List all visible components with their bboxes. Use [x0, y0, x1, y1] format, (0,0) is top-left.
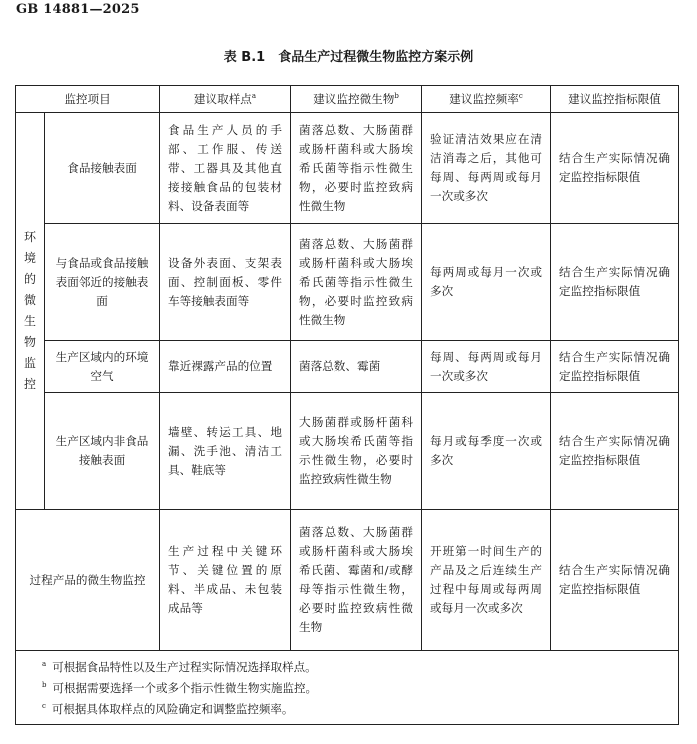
frequency-cell: 每周、每两周或每月一次或多次: [422, 341, 551, 393]
table-row: [16, 393, 679, 510]
limit-cell: 结合生产实际情况确定监控指标限值: [551, 341, 679, 393]
standard-number: GB 14881—2025: [16, 2, 140, 17]
column-header: 监控项目: [16, 86, 160, 113]
frequency-cell: 验证清洁效果应在清洁消毒之后，其他可每周、每两周或每月一次或多次: [422, 113, 551, 224]
limit-cell: 结合生产实际情况确定监控指标限值: [551, 510, 679, 651]
footnote-marker: b: [394, 91, 399, 100]
footnote-text: 可根据食品特性以及生产过程实际情况选择取样点。: [52, 660, 317, 674]
item-cell: 与食品或食品接触表面邻近的接触表面: [45, 224, 160, 341]
table-row: [16, 224, 679, 341]
group-label-cell: [16, 113, 45, 510]
footnote-marker: b: [42, 681, 47, 690]
sample-cell: 设备外表面、支架表面、控制面板、零件车等接触表面等: [160, 224, 291, 341]
limit-cell: 结合生产实际情况确定监控指标限值: [551, 393, 679, 510]
table-row: [16, 113, 679, 224]
sample-cell: 食品生产人员的手部、工作服、传送带、工器具及其他直接接触食品的包装材料、设备表面等: [160, 113, 291, 224]
footnote: [42, 657, 668, 678]
sample-cell: 墙壁、转运工具、地漏、洗手池、清洁工具、鞋底等: [160, 393, 291, 510]
microbe-cell: 菌落总数、霉菌: [291, 341, 422, 393]
table-title: 表 B.1 食品生产过程微生物监控方案示例: [223, 50, 474, 65]
column-header: 建议监控微生物$^b$: [291, 86, 422, 113]
footnote-marker: a: [42, 660, 47, 669]
sample-cell: 靠近裸露产品的位置: [160, 341, 291, 393]
microbe-cell: 大肠菌群或肠杆菌科或大肠埃希氏菌等指示性微生物，必要时监控致病性微生物: [291, 393, 422, 510]
sample-cell: 生产过程中关键环节、关键位置的原料、半成品、未包装成品等: [160, 510, 291, 651]
item-cell: 生产区域内非食品接触表面: [45, 393, 160, 510]
frequency-cell: 开班第一时间生产的产品及之后连续生产过程中每周或每两周或每月一次或多次: [422, 510, 551, 651]
footnotes: [16, 651, 679, 725]
table-row: [16, 341, 679, 393]
item-cell: 生产区域内的环境空气: [45, 341, 160, 393]
column-header: 建议监控频率$^c$: [422, 86, 551, 113]
column-header: 建议取样点$^a$: [160, 86, 291, 113]
frequency-cell: 每两周或每月一次或多次: [422, 224, 551, 341]
column-header: 建议监控指标限值: [551, 86, 679, 113]
footnote-marker: c: [42, 702, 46, 711]
group-label: 环境的微生物监控: [24, 230, 37, 391]
frequency-cell: 每月或每季度一次或多次: [422, 393, 551, 510]
microbe-cell: 菌落总数、大肠菌群或肠杆菌科或大肠埃希氏菌等指示性微生物，必要时监控致病性微生物: [291, 113, 422, 224]
limit-cell: 结合生产实际情况确定监控指标限值: [551, 224, 679, 341]
footnote: [42, 678, 668, 699]
microbe-cell: 菌落总数、大肠菌群或肠杆菌科或大肠埃希氏菌等指示性微生物，必要时监控致病性微生物: [291, 224, 422, 341]
footnote: [42, 699, 668, 720]
footnote-marker: a: [251, 91, 257, 100]
footnote-row: [16, 651, 679, 725]
microbe-cell: 菌落总数、大肠菌群或肠杆菌科或大肠埃希氏菌、霉菌和/或酵母等指示性微生物，必要时监控致病性微生物: [291, 510, 422, 651]
item-cell: 食品接触表面: [45, 113, 160, 224]
table-row: [16, 510, 679, 651]
footnote-marker: c: [518, 91, 523, 100]
limit-cell: 结合生产实际情况确定监控指标限值: [551, 113, 679, 224]
item-cell: 过程产品的微生物监控: [16, 510, 160, 651]
monitoring-table: [15, 85, 679, 725]
footnote-text: 可根据具体取样点的风险确定和调整监控频率。: [51, 702, 294, 716]
table-header-row: [16, 86, 679, 113]
footnote-text: 可根据需要选择一个或多个指示性微生物实施监控。: [52, 681, 317, 695]
